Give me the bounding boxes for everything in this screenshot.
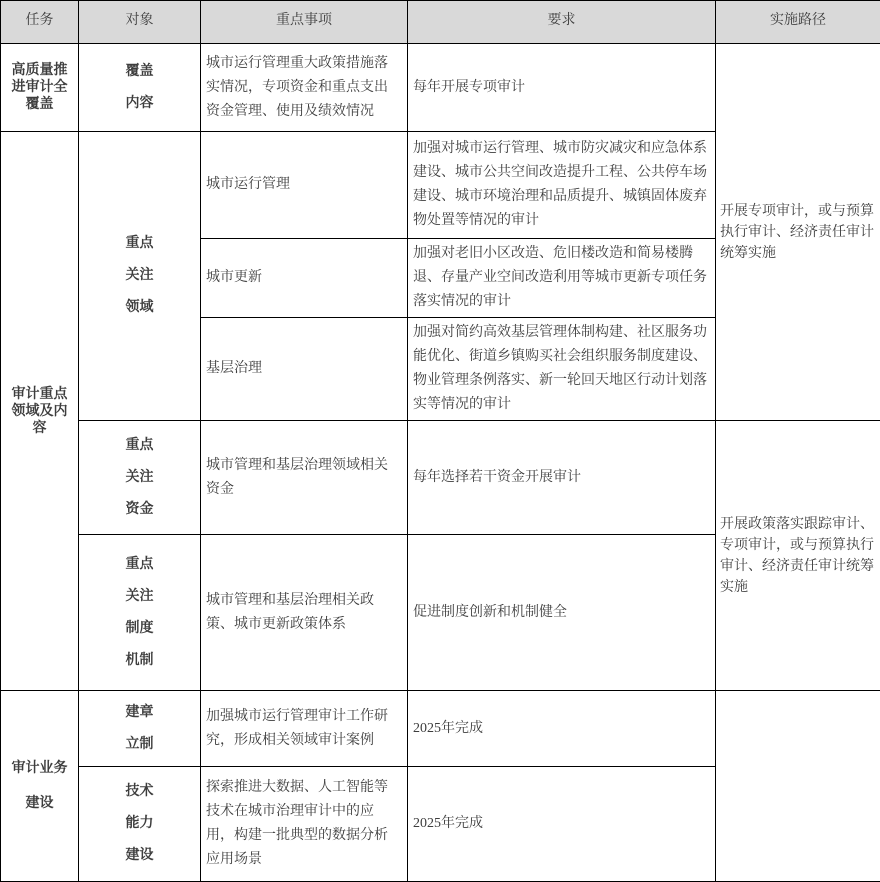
object-line: 建章 (83, 704, 196, 722)
header-cell-item: 重点事项 (201, 1, 408, 44)
header-cell-object: 对象 (79, 1, 201, 44)
task-line: 审计业务 (6, 760, 73, 778)
object-cell-key-areas (79, 132, 201, 421)
object-line: 覆盖 (83, 63, 196, 81)
object-line: 领域 (83, 299, 196, 317)
object-cell-rulemaking (79, 691, 201, 767)
requirement-cell: 每年开展专项审计 (408, 44, 716, 132)
item-cell: 城市管理和基层治理领域相关资金 (201, 421, 408, 535)
object-line: 技术 (83, 783, 196, 801)
header-cell-requirement: 要求 (408, 1, 716, 44)
object-line: 关注 (83, 469, 196, 487)
item-cell: 基层治理 (201, 318, 408, 421)
object-line: 重点 (83, 437, 196, 455)
requirement-cell: 加强对简约高效基层管理体制构建、社区服务功能优化、街道乡镇购买社会组织服务制度建设、物业管理条例落实、新一轮回天地区行动计划落实等情况的审计 (408, 318, 716, 421)
object-cell-coverage-content (79, 44, 201, 132)
item-cell: 城市运行管理重大政策措施落实情况，专项资金和重点支出资金管理、使用及绩效情况 (201, 44, 408, 132)
object-line: 关注 (83, 267, 196, 285)
object-line: 机制 (83, 652, 196, 670)
task-cell-key-areas: 审计重点领域及内容 (1, 132, 79, 691)
object-line: 资金 (83, 501, 196, 519)
object-cell-institutions (79, 535, 201, 691)
object-line: 重点 (83, 556, 196, 574)
task-line: 建设 (6, 795, 73, 813)
requirement-cell: 每年选择若干资金开展审计 (408, 421, 716, 535)
object-line: 立制 (83, 736, 196, 754)
path-cell-empty (716, 691, 880, 882)
item-cell: 加强城市运行管理审计工作研究，形成相关领域审计案例 (201, 691, 408, 767)
table-row-rulemaking (1, 691, 880, 767)
object-line: 制度 (83, 620, 196, 638)
item-cell: 探索推进大数据、人工智能等技术在城市治理审计中的应用，构建一批典型的数据分析应用场景 (201, 767, 408, 882)
task-cell-audit-business (1, 691, 79, 882)
header-cell-task: 任务 (1, 1, 79, 44)
requirement-cell: 促进制度创新和机制健全 (408, 535, 716, 691)
item-cell: 城市更新 (201, 239, 408, 318)
requirement-cell: 2025年完成 (408, 691, 716, 767)
object-line: 重点 (83, 235, 196, 253)
item-cell: 城市运行管理 (201, 132, 408, 239)
path-cell-special-audit: 开展专项审计，或与预算执行审计、经济责任审计统筹实施 (716, 44, 880, 421)
object-line: 建设 (83, 847, 196, 865)
object-line: 关注 (83, 588, 196, 606)
task-cell-full-coverage: 高质量推进审计全覆盖 (1, 44, 79, 132)
path-cell-policy-tracking: 开展政策落实跟踪审计、专项审计，或与预算执行审计、经济责任审计统筹实施 (716, 421, 880, 691)
table-row-key-funds (1, 421, 880, 535)
object-cell-tech-capability (79, 767, 201, 882)
object-line: 能力 (83, 815, 196, 833)
table-row-coverage (1, 44, 880, 132)
object-line: 内容 (83, 95, 196, 113)
item-cell: 城市管理和基层治理相关政策、城市更新政策体系 (201, 535, 408, 691)
requirement-cell: 加强对城市运行管理、城市防灾减灾和应急体系建设、城市公共空间改造提升工程、公共停车场建设、城市环境治理和品质提升、城镇固体废弃物处置等情况的审计 (408, 132, 716, 239)
requirement-cell: 2025年完成 (408, 767, 716, 882)
object-cell-key-funds (79, 421, 201, 535)
table-header-row (1, 1, 880, 44)
requirement-cell: 加强对老旧小区改造、危旧楼改造和简易楼腾退、存量产业空间改造利用等城市更新专项任务落实情况的审计 (408, 239, 716, 318)
header-cell-path: 实施路径 (716, 1, 880, 44)
